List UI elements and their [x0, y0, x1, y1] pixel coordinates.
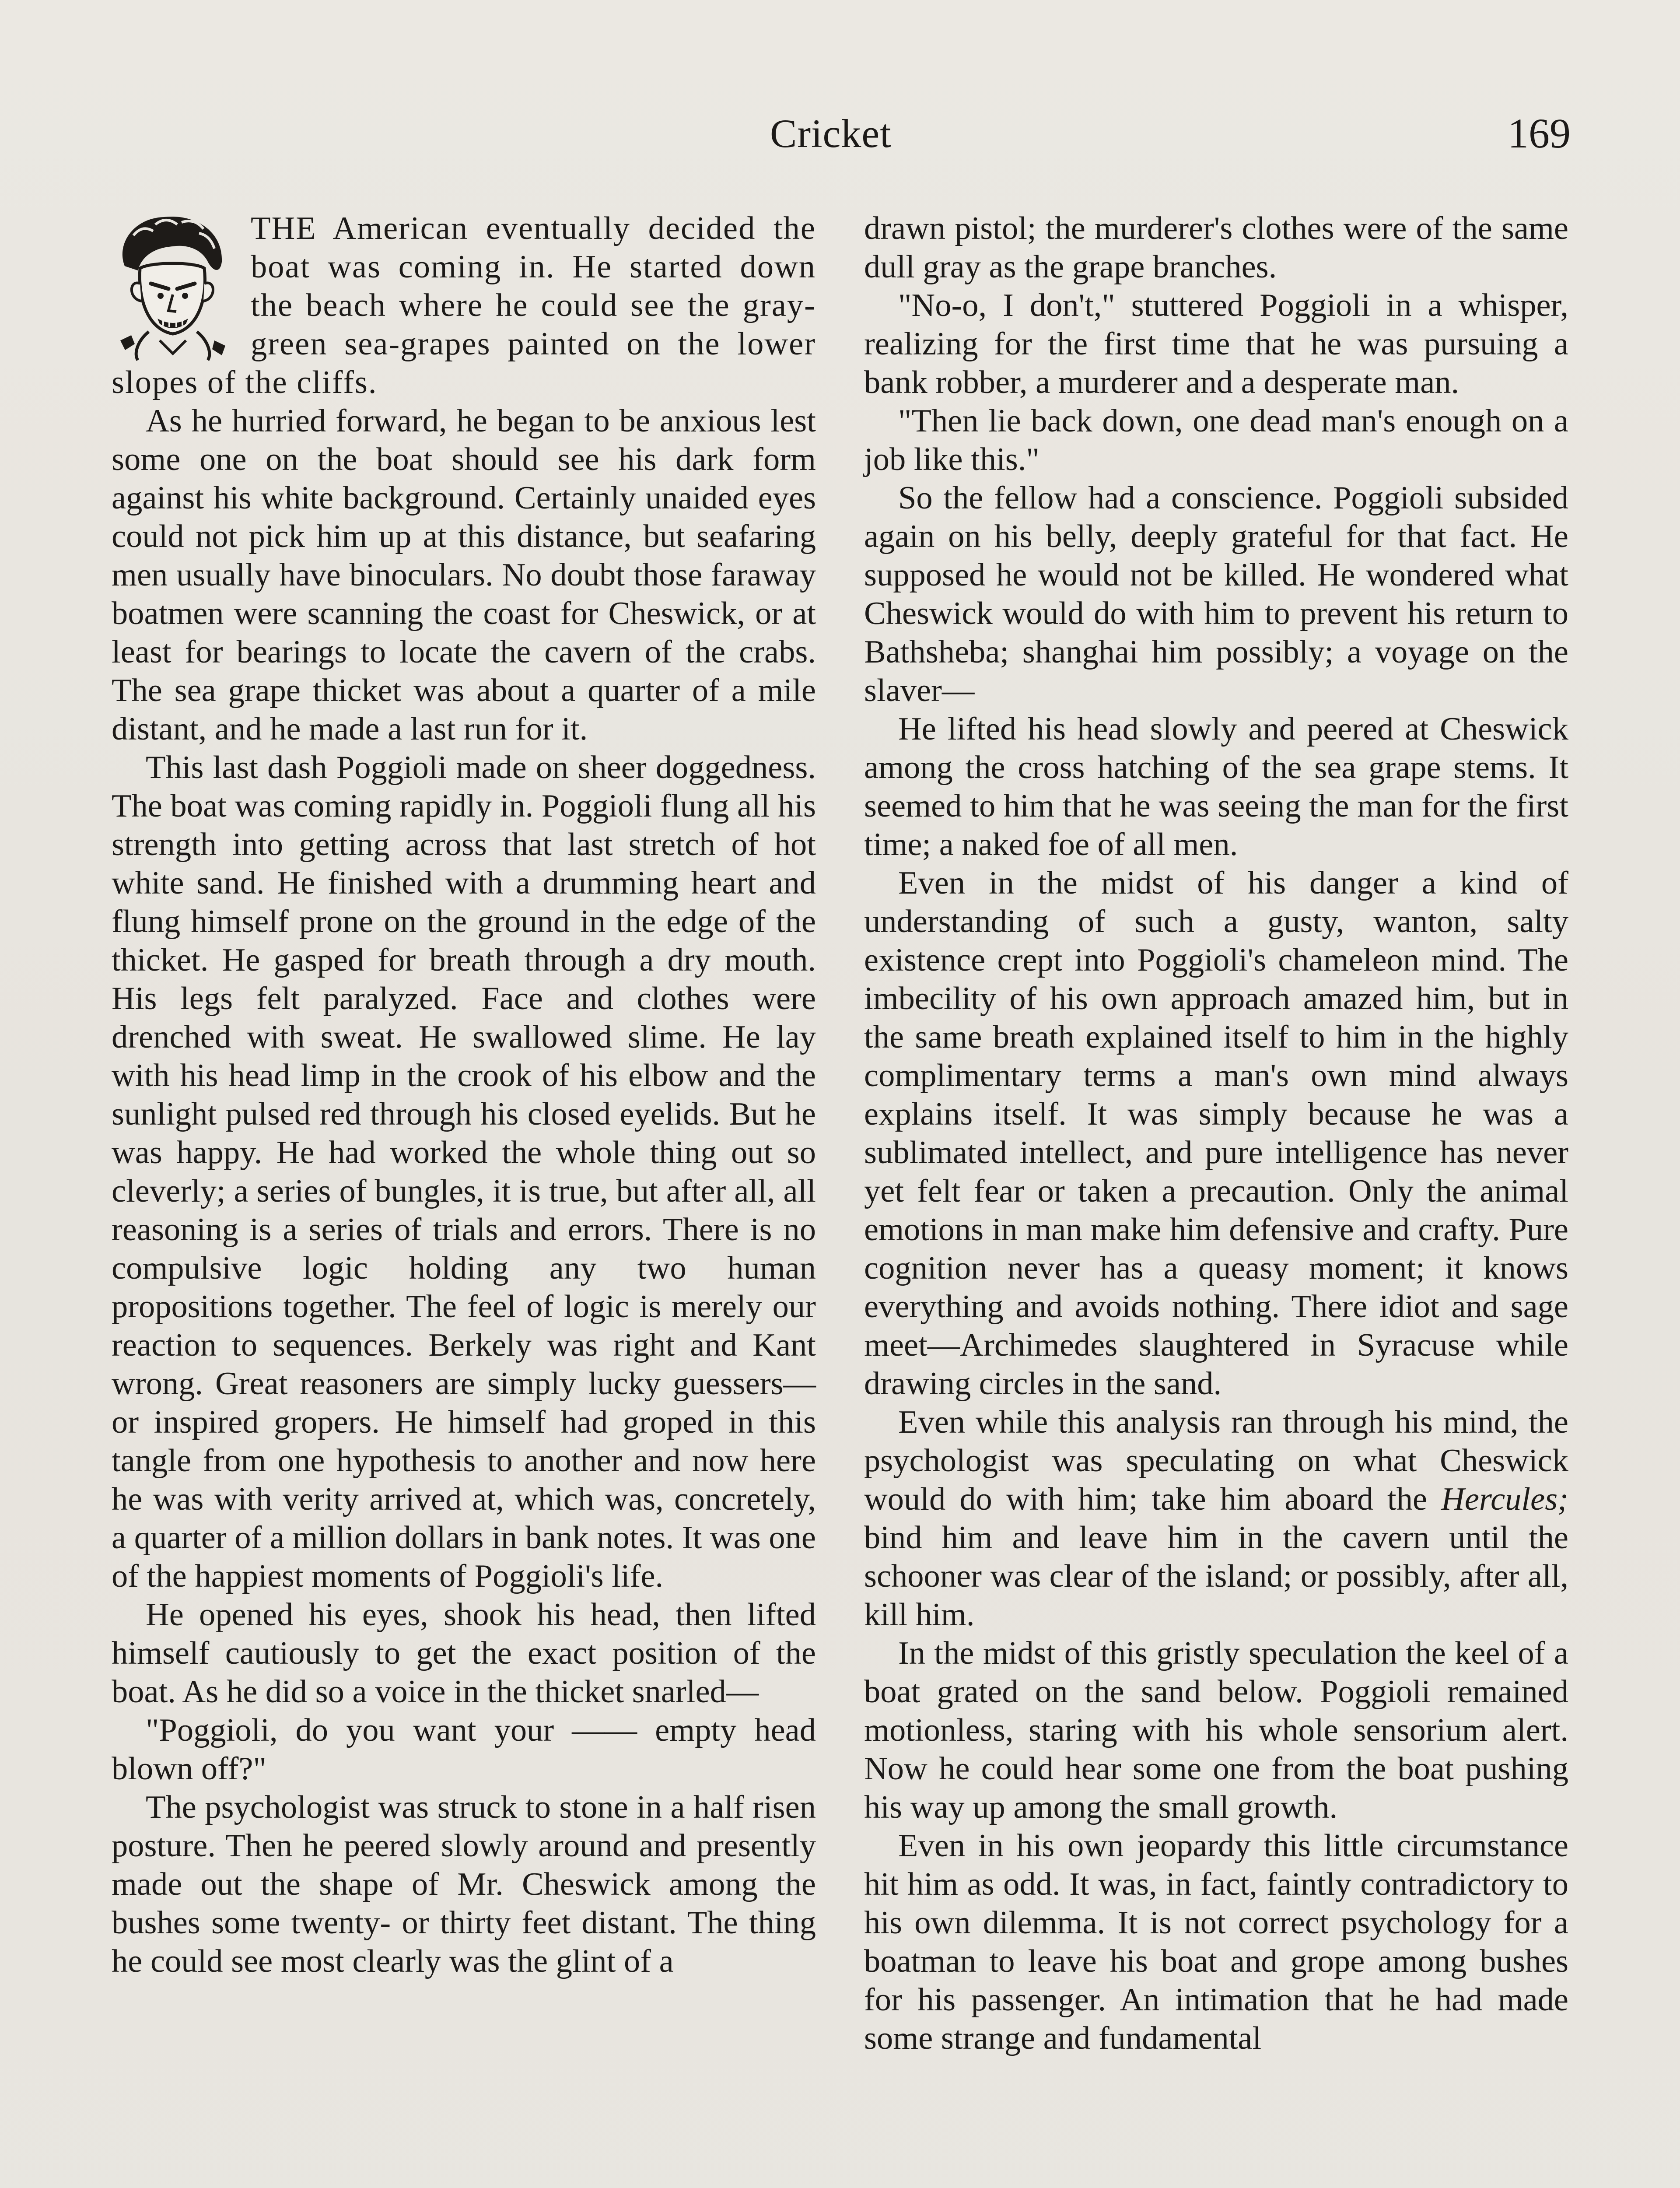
- dialogue-paragraph: "No-o, I don't," stuttered Poggioli in a whisper, realizing for the first time that he was pursuing a bank robber, a murderer and a desperate man.: [864, 288, 1568, 400]
- running-head: [0, 109, 1680, 158]
- paragraph: This last dash Poggioli made on sheer doggedness. The boat was coming rapidly in. Poggioli flung all his strength into getting across that last stretch of hot white sand. He finished with a drumming heart and flung himself prone on the ground in the edge of the thicket. He gasped for breath through a dry mouth. His legs felt paralyzed. Face and clothes were drenched with sweat. He swallowed slime. He lay with his head limp in the crook of his elbow and the sunlight pulsed red through his closed eyelids. But he was happy. He had worked the whole thing out so cleverly; a series of bungles, it is true, but after all, all reasoning is a series of trials and errors. There is no compulsive logic holding any two human propositions together. The feel of logic is merely our reaction to sequences. Berkely was right and Kant wrong. Great reasoners are simply lucky guessers—or inspired gropers. He himself had groped in this tangle from one hypothesis to another and now here he was with verity arrived at, which was, concretely, a quarter of a million dollars in bank notes. It was one of the happiest moments of Poggioli's life.: [112, 750, 816, 1594]
- paragraph: So the fellow had a conscience. Poggioli subsided again on his belly, deeply grateful for that fact. He supposed he would not be killed. He wondered what Cheswick would do with him to prevent his return to Bathsheba; shanghai him possibly; a voyage on the slaver—: [864, 480, 1568, 708]
- ship-name: Hercules;: [1441, 1481, 1568, 1517]
- running-title: Cricket: [770, 111, 892, 156]
- paragraph: Even in his own jeopardy this little circumstance hit him as odd. It was, in fact, faintly contradictory to his own dilemma. It is not correct psychology for a boatman to leave his boat and grope among bushes for his passenger. An intimation that he had made some strange and fundamental: [864, 1828, 1568, 2056]
- dialogue-paragraph: "Then lie back down, one dead man's enough on a job like this.": [864, 403, 1568, 477]
- left-column: [112, 209, 816, 1981]
- dialogue-paragraph: "Poggioli, do you want your —— empty head blown off?": [112, 1712, 816, 1787]
- continued-paragraph: drawn pistol; the murderer's clothes were of the same dull gray as the grape branches.: [864, 210, 1568, 285]
- paragraph: As he hurried forward, he began to be anxious lest some one on the boat should see his dark form against his white background. Certainly unaided eyes could not pick him up at this distance, but seafaring men usually have binoculars. No doubt those faraway boatmen were scanning the coast for Cheswick, or at least for bearings to locate the cavern of the crabs. The sea grape thicket was about a quarter of a mile distant, and he made a last run for it.: [112, 403, 816, 747]
- caricature-face-icon: [107, 209, 238, 362]
- paragraph: He opened his eyes, shook his head, then lifted himself cautiously to get the exact position of the boat. As he did so a voice in the thicket snarled—: [112, 1597, 816, 1710]
- right-column: [864, 209, 1568, 2058]
- page-number: 169: [1508, 110, 1571, 157]
- paragraph-text: Even while this analysis ran through his mind, the psychologist was speculating on what Cheswick would do with him; take him aboard the: [864, 1404, 1568, 1517]
- paragraph-text: bind him and leave him in the cavern until the schooner was clear of the island; or possibly, after all, kill him.: [864, 1520, 1568, 1633]
- paragraph: The psychologist was struck to stone in a half risen posture. Then he peered slowly around and presently made out the shape of Mr. Cheswick among the bushes some twenty- or thirty feet distant. The thing he could see most clearly was the glint of a: [112, 1789, 816, 1979]
- paragraph: Even in the midst of his danger a kind of understanding of such a gusty, wanton, salty existence crept into Poggioli's chameleon mind. The imbecility of his own approach amazed him, but in the same breath explained itself to him in the highly complimentary terms a man's own mind always explains itself. It was simply because he was a sublimated intellect, and pure intelligence has never yet felt fear or taken a precaution. Only the animal emotions in man make him defensive and crafty. Pure cognition never has a queasy moment; it knows everything and avoids nothing. There idiot and sage meet—Archimedes slaughtered in Syracuse while drawing circles in the sand.: [864, 865, 1568, 1402]
- paragraph: In the midst of this gristly speculation the keel of a boat grated on the sand below. Poggioli remained motionless, staring with his whole sensorium alert. Now he could hear some one from the boat pushing his way up among the small growth.: [864, 1635, 1568, 1825]
- paragraph: [864, 1403, 1568, 1634]
- opening-paragraph: THE American eventually decided the boat was coming in. He started down the beach where he could see the gray-green sea-grapes painted on the lower slopes of the cliffs.: [112, 210, 816, 400]
- paragraph: He lifted his head slowly and peered at Cheswick among the cross hatching of the sea grape stems. It seemed to him that he was seeing the man for the first time; a naked foe of all men.: [864, 711, 1568, 863]
